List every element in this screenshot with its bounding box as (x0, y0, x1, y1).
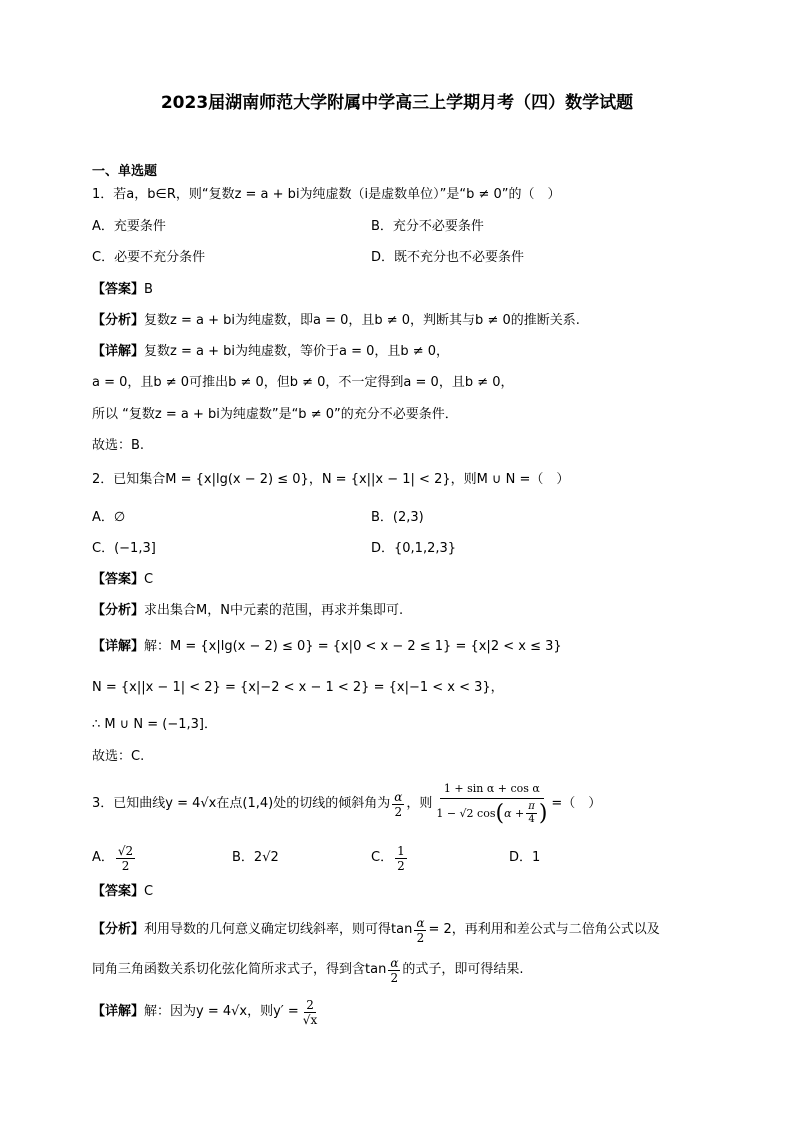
q3-two: 2 (394, 804, 403, 819)
q3-derivative-den: √x (302, 1012, 318, 1027)
q3-derivative-fraction (301, 998, 319, 1027)
answer-tag: 【答案】 (92, 884, 145, 899)
q3-option-c-den: 2 (397, 858, 405, 873)
q3-option-d: D．1 (509, 850, 541, 865)
q1-stem: 1．若a，b∈R，则“复数z = a + bi为纯虚数（i是虚数单位）”是“b ≠ 0”的（ ） (92, 187, 561, 202)
q3-analysis-two: 2 (416, 930, 425, 945)
q3-option-b: B．2√2 (232, 850, 279, 865)
q3-option-a-label: A． (92, 850, 114, 865)
q3-pi: π (528, 801, 535, 812)
q2-detail (92, 637, 562, 657)
q2-analysis-text: 求出集合M，N中元素的范围，再求并集即可. (144, 603, 404, 618)
right-paren-icon: ) (538, 800, 548, 826)
q2-option-c: C．(−1,3] (92, 541, 156, 556)
q1-answer (92, 280, 153, 300)
q3-analysis2-alpha-half (388, 956, 400, 985)
answer-tag: 【答案】 (92, 282, 145, 297)
q2-stem: 2．已知集合M = {x|lg(x − 2) ≤ 0}，N = {x||x − 1| < 2}，则M ∪ N =（ ） (92, 472, 570, 487)
q1-detail-line3: 所以 “复数z = a + bi为纯虚数”是“b ≠ 0”的充分不必要条件． (92, 407, 458, 422)
q3-stem-mid: ，则 (406, 796, 433, 811)
q1-option-a: A．充要条件 (92, 219, 166, 234)
q2-answer-value: C (144, 572, 154, 587)
q2-detail-line2: N = {x||x − 1| < 2} = {x|−2 < x − 1 < 2} = {x|−1 < x < 3}， (92, 680, 504, 695)
q3-option-a-num: √2 (117, 843, 134, 858)
q3-alpha: α (394, 789, 403, 804)
q2-detail-text: 解：M = {x|lg(x − 2) ≤ 0} = {x|0 < x − 2 ≤ 1} = {x|2 < x ≤ 3} (144, 639, 562, 654)
q1-conclusion: 故选：B. (92, 438, 145, 453)
q3-analysis2-post: 的式子，即可得结果. (402, 962, 524, 977)
analysis-tag: 【分析】 (92, 603, 145, 618)
q1-detail-line2: a = 0，且b ≠ 0可推出b ≠ 0，但b ≠ 0，不一定得到a = 0，且b ≠ 0， (92, 375, 514, 390)
q3-option-c (371, 840, 409, 876)
q3-option-c-num: 1 (397, 843, 405, 858)
section-heading: 一、单选题 (92, 164, 158, 179)
q3-analysis-mid: = 2，再利用和差公式与二倍角公式以及 (428, 922, 660, 937)
q1-option-c: C．必要不充分条件 (92, 250, 206, 265)
q3-analysis2-two: 2 (390, 970, 399, 985)
q3-analysis-pre: 利用导数的几何意义确定切线斜率，则可得tan (144, 922, 413, 937)
detail-tag: 【详解】 (92, 1004, 145, 1019)
q1-answer-value: B (144, 282, 153, 297)
answer-tag: 【答案】 (92, 572, 145, 587)
q3-option-a (92, 840, 137, 876)
q2-answer (92, 570, 153, 590)
q3-den-pre: 1 − √2 cos (436, 806, 496, 820)
q3-option-c-fraction (395, 844, 407, 873)
q1-detail-text: 复数z = a + bi为纯虚数，等价于a = 0，且b ≠ 0， (144, 344, 450, 359)
q3-answer (92, 882, 153, 902)
q3-pi-quarter (526, 801, 537, 826)
q3-fraction-numerator: 1 + sin α + cos α (440, 780, 544, 799)
q3-analysis-alpha: α (416, 915, 425, 930)
q3-answer-value: C (144, 884, 154, 899)
page-title: 2023届湖南师范大学附属中学高三上学期月考（四）数学试题 (160, 93, 634, 113)
q3-stem-post: =（ ） (551, 796, 602, 811)
q3-derivative-num: 2 (306, 997, 314, 1012)
q3-detail (92, 992, 321, 1032)
q1-analysis-text: 复数z = a + bi为纯虚数，即a = 0，且b ≠ 0，判断其与b ≠ 0的推断关系. (144, 313, 580, 328)
detail-tag: 【详解】 (92, 639, 145, 654)
q3-analysis-line2 (92, 952, 524, 988)
analysis-tag: 【分析】 (92, 313, 145, 328)
q3-four: 4 (528, 814, 535, 825)
q3-analysis2-alpha: α (390, 955, 399, 970)
analysis-tag: 【分析】 (92, 922, 145, 937)
q1-detail (92, 342, 449, 362)
q2-conclusion: 故选：C. (92, 749, 145, 764)
detail-tag: 【详解】 (92, 344, 145, 359)
q2-option-a: A．∅ (92, 510, 126, 525)
q3-den-alpha: α + (504, 806, 525, 820)
q1-option-b: B．充分不必要条件 (371, 219, 484, 234)
q2-option-d: D．{0,1,2,3} (371, 541, 457, 556)
q3-alpha-half (392, 790, 404, 819)
q3-analysis2-pre: 同角三角函数关系切化弦化简所求式子，得到含tan (92, 962, 387, 977)
q2-detail-line3: ∴ M ∪ N = (−1,3]． (92, 717, 217, 732)
left-paren-icon: ( (495, 800, 505, 826)
q3-option-a-fraction (116, 844, 135, 873)
q3-main-fraction (434, 780, 549, 828)
q3-analysis (92, 912, 660, 948)
q3-fraction-denominator (434, 799, 549, 828)
q2-analysis (92, 601, 403, 621)
q3-option-c-label: C． (371, 850, 394, 865)
q3-analysis-alpha-half (414, 916, 426, 945)
q3-stem (92, 778, 601, 830)
q1-analysis (92, 311, 580, 331)
q3-option-a-den: 2 (121, 858, 130, 873)
q3-detail-pre: 解：因为y = 4√x，则y′ = (144, 1004, 299, 1019)
q3-stem-pre: 3．已知曲线y = 4√x在点(1,4)处的切线的倾斜角为 (92, 796, 391, 811)
q1-option-d: D．既不充分也不必要条件 (371, 250, 525, 265)
q2-option-b: B．(2,3) (371, 510, 424, 525)
